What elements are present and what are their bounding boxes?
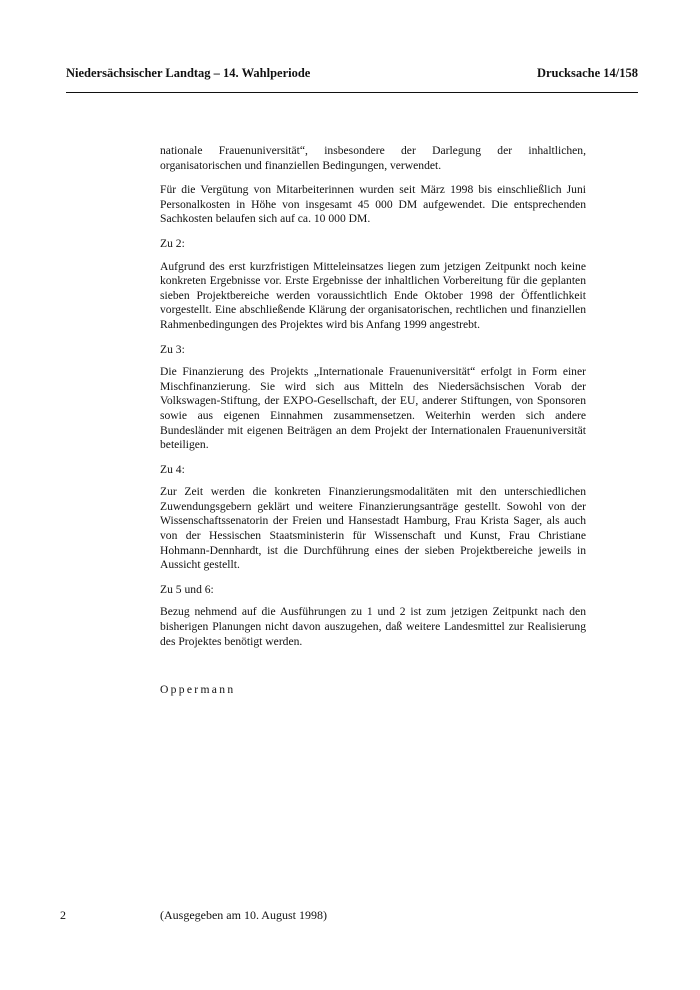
paragraph-costs: Für die Vergütung von Mitarbeiterinnen wurden seit März 1998 bis einschließlich Juni Personalkosten in Höhe von insgesamt 45 000 DM aufgewendet. Die entsprechenden Sachkosten belaufen sich auf ca. 10 000 DM. (160, 183, 586, 226)
signature: Oppermann (160, 683, 236, 697)
publication-note: (Ausgegeben am 10. August 1998) (160, 908, 327, 922)
section-heading-zu-4: Zu 4: (160, 462, 185, 476)
section-heading-zu-3: Zu 3: (160, 342, 185, 356)
page-header (66, 66, 638, 81)
document-body (160, 144, 586, 698)
paragraph-zu-5-6: Bezug nehmend auf die Ausführungen zu 1 und 2 ist zum jetzigen Zeitpunkt nach den bisherigen Planungen nicht davon auszugehen, daß weitere Landesmittel zur Realisierung des Projektes benötigt werden. (160, 605, 586, 648)
paragraph-zu-2: Aufgrund des erst kurzfristigen Mitteleinsatzes liegen zum jetzigen Zeitpunkt noch keine konkreten Ergebnisse vor. Erste Ergebnisse der inhaltlichen Vorbereitung für die geplanten sieben Projektbereiche werden voraussichtlich Ende Oktober 1998 der Öffentlichkeit vorgestellt. Eine abschließende Klärung der organisatorischen, rechtlichen und finanziellen Rahmenbedingungen des Projektes wird bis Anfang 1999 angestrebt. (160, 259, 586, 331)
header-rule (66, 92, 638, 93)
paragraph-zu-4: Zur Zeit werden die konkreten Finanzierungsmodalitäten mit den unterschiedlichen Zuwendungsgebern geklärt und weitere Finanzierungsanträge gestellt. Sowohl von der Wissenschaftssenatorin der Freien und Hansestadt Hamburg, Frau Krista Sager, als auch von der Hessischen Staatsministerin für Wissenschaft und Kunst, Frau Christiane Hohmann-Dennhardt, ist die Durchführung eines der sieben Projektbereiche jeweils in Aussicht gestellt. (160, 485, 586, 572)
section-heading-zu-2: Zu 2: (160, 236, 185, 250)
header-parliament-title: Niedersächsischer Landtag – 14. Wahlperiode (66, 66, 311, 80)
header-document-number: Drucksache 14/158 (536, 66, 638, 80)
page-number: 2 (60, 908, 66, 922)
paragraph-zu-3: Die Finanzierung des Projekts „Internationale Frauenuniversität“ erfolgt in Form einer Mischfinanzierung. Sie wird sich aus Mitteln des Niedersächsischen Vorab der Volkswagen-Stiftung, der EXPO-Gesellschaft, der EU, anderer Stiftungen, von Sponsoren sowie aus eigenen Einnahmen zusammensetzen. Weiterhin werden sich andere Bundesländer mit eigenen Beiträgen an dem Projekt der Internationalen Frauenuniversität beteiligen. (160, 365, 586, 452)
paragraph-intro: nationale Frauenuniversität“, insbesondere der Darlegung der inhaltlichen, organisatorischen und finanziellen Bedingungen, verwendet. (160, 144, 586, 172)
section-heading-zu-5-6: Zu 5 und 6: (160, 582, 214, 596)
